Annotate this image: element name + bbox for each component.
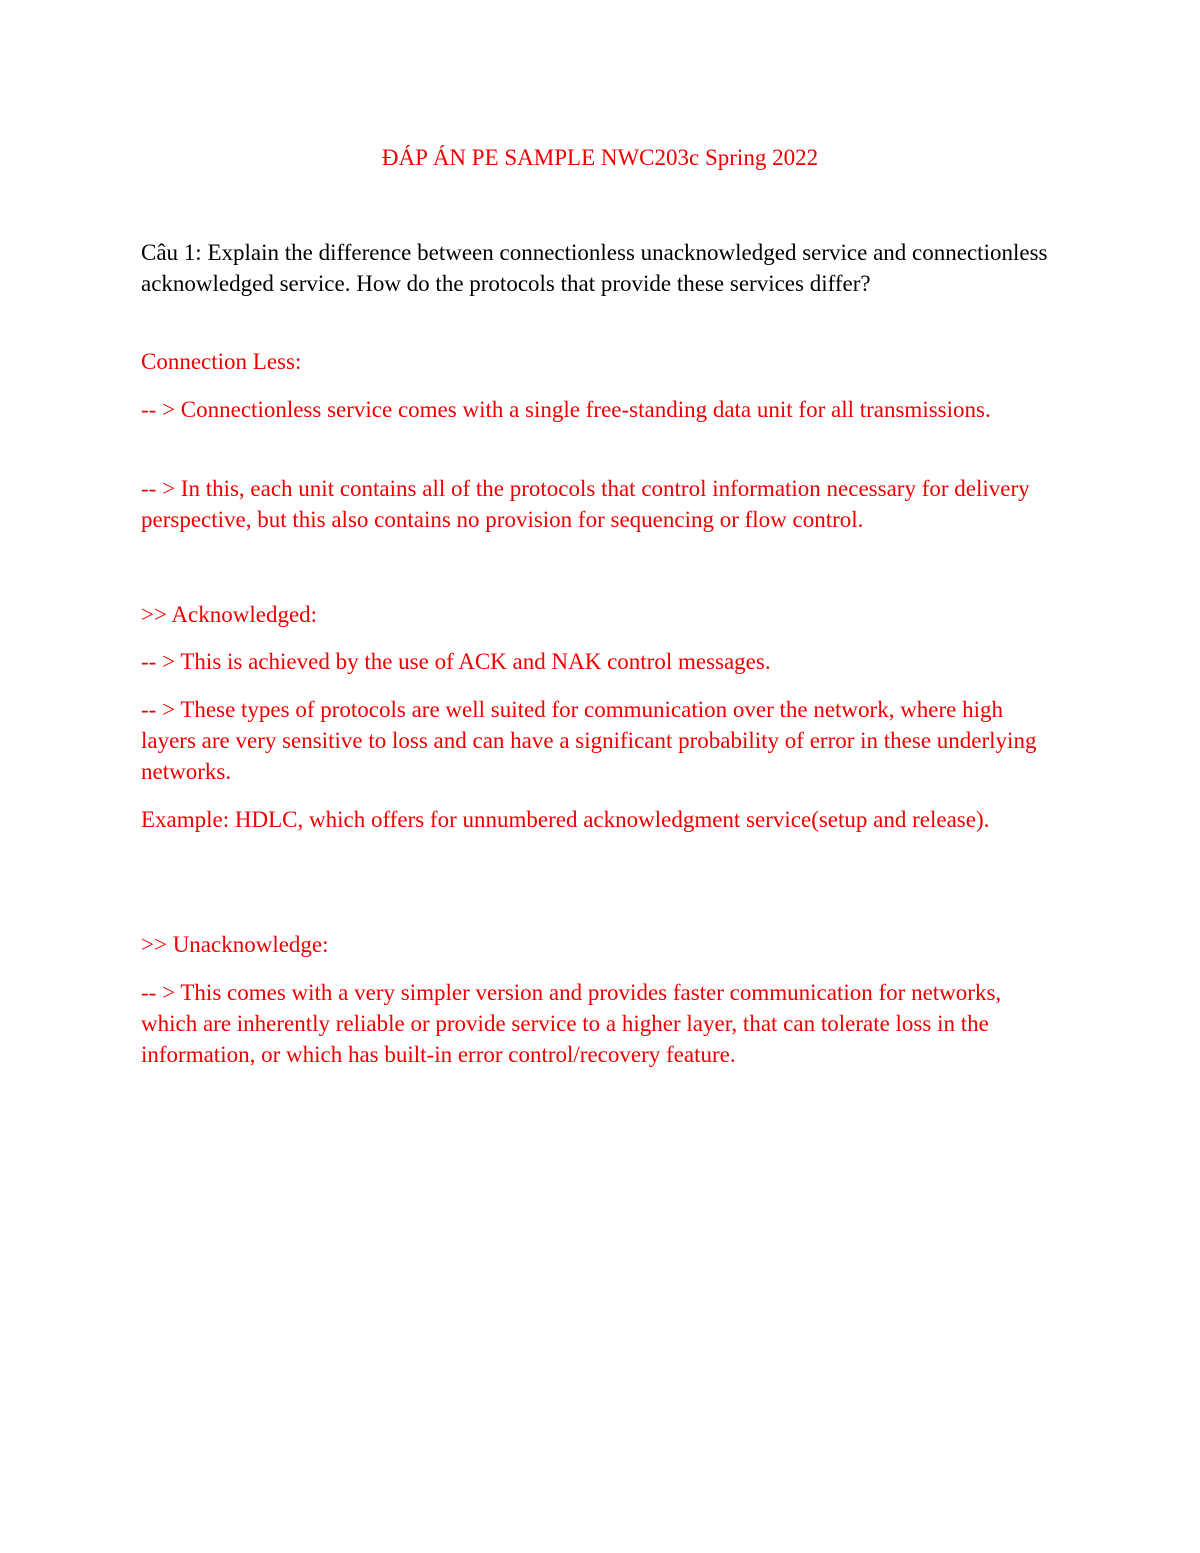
connection-less-point-2: -- > In this, each unit contains all of the protocols that control information necessary for delivery perspective, but this also contains no provision for sequencing or flow control. — [141, 476, 1030, 532]
document-title: ĐÁP ÁN PE SAMPLE NWC203c Spring 2022 — [381, 145, 819, 170]
question-text: Câu 1: Explain the difference between connectionless unacknowledged service and connectionless acknowledged service. How do the protocols that provide these services differ? — [141, 240, 1048, 296]
unacknowledge-heading: >> Unacknowledge: — [141, 932, 329, 957]
acknowledged-example: Example: HDLC, which offers for unnumbered acknowledgment service(setup and release). — [141, 807, 990, 832]
acknowledged-point-2: -- > These types of protocols are well suited for communication over the network, where high layers are very sensitive to loss and can have a significant probability of error in these underlying networks. — [141, 697, 1037, 784]
connection-less-heading: Connection Less: — [141, 349, 302, 374]
acknowledged-point-1: -- > This is achieved by the use of ACK and NAK control messages. — [141, 649, 771, 674]
unacknowledge-point-1: -- > This comes with a very simpler version and provides faster communication for networks, which are inherently reliable or provide service to a higher layer, that can tolerate loss in the information, or which has built-in error control/recovery feature. — [141, 980, 1002, 1067]
connection-less-point-1: -- > Connectionless service comes with a single free-standing data unit for all transmissions. — [141, 397, 991, 422]
acknowledged-heading: >> Acknowledged: — [141, 602, 318, 627]
